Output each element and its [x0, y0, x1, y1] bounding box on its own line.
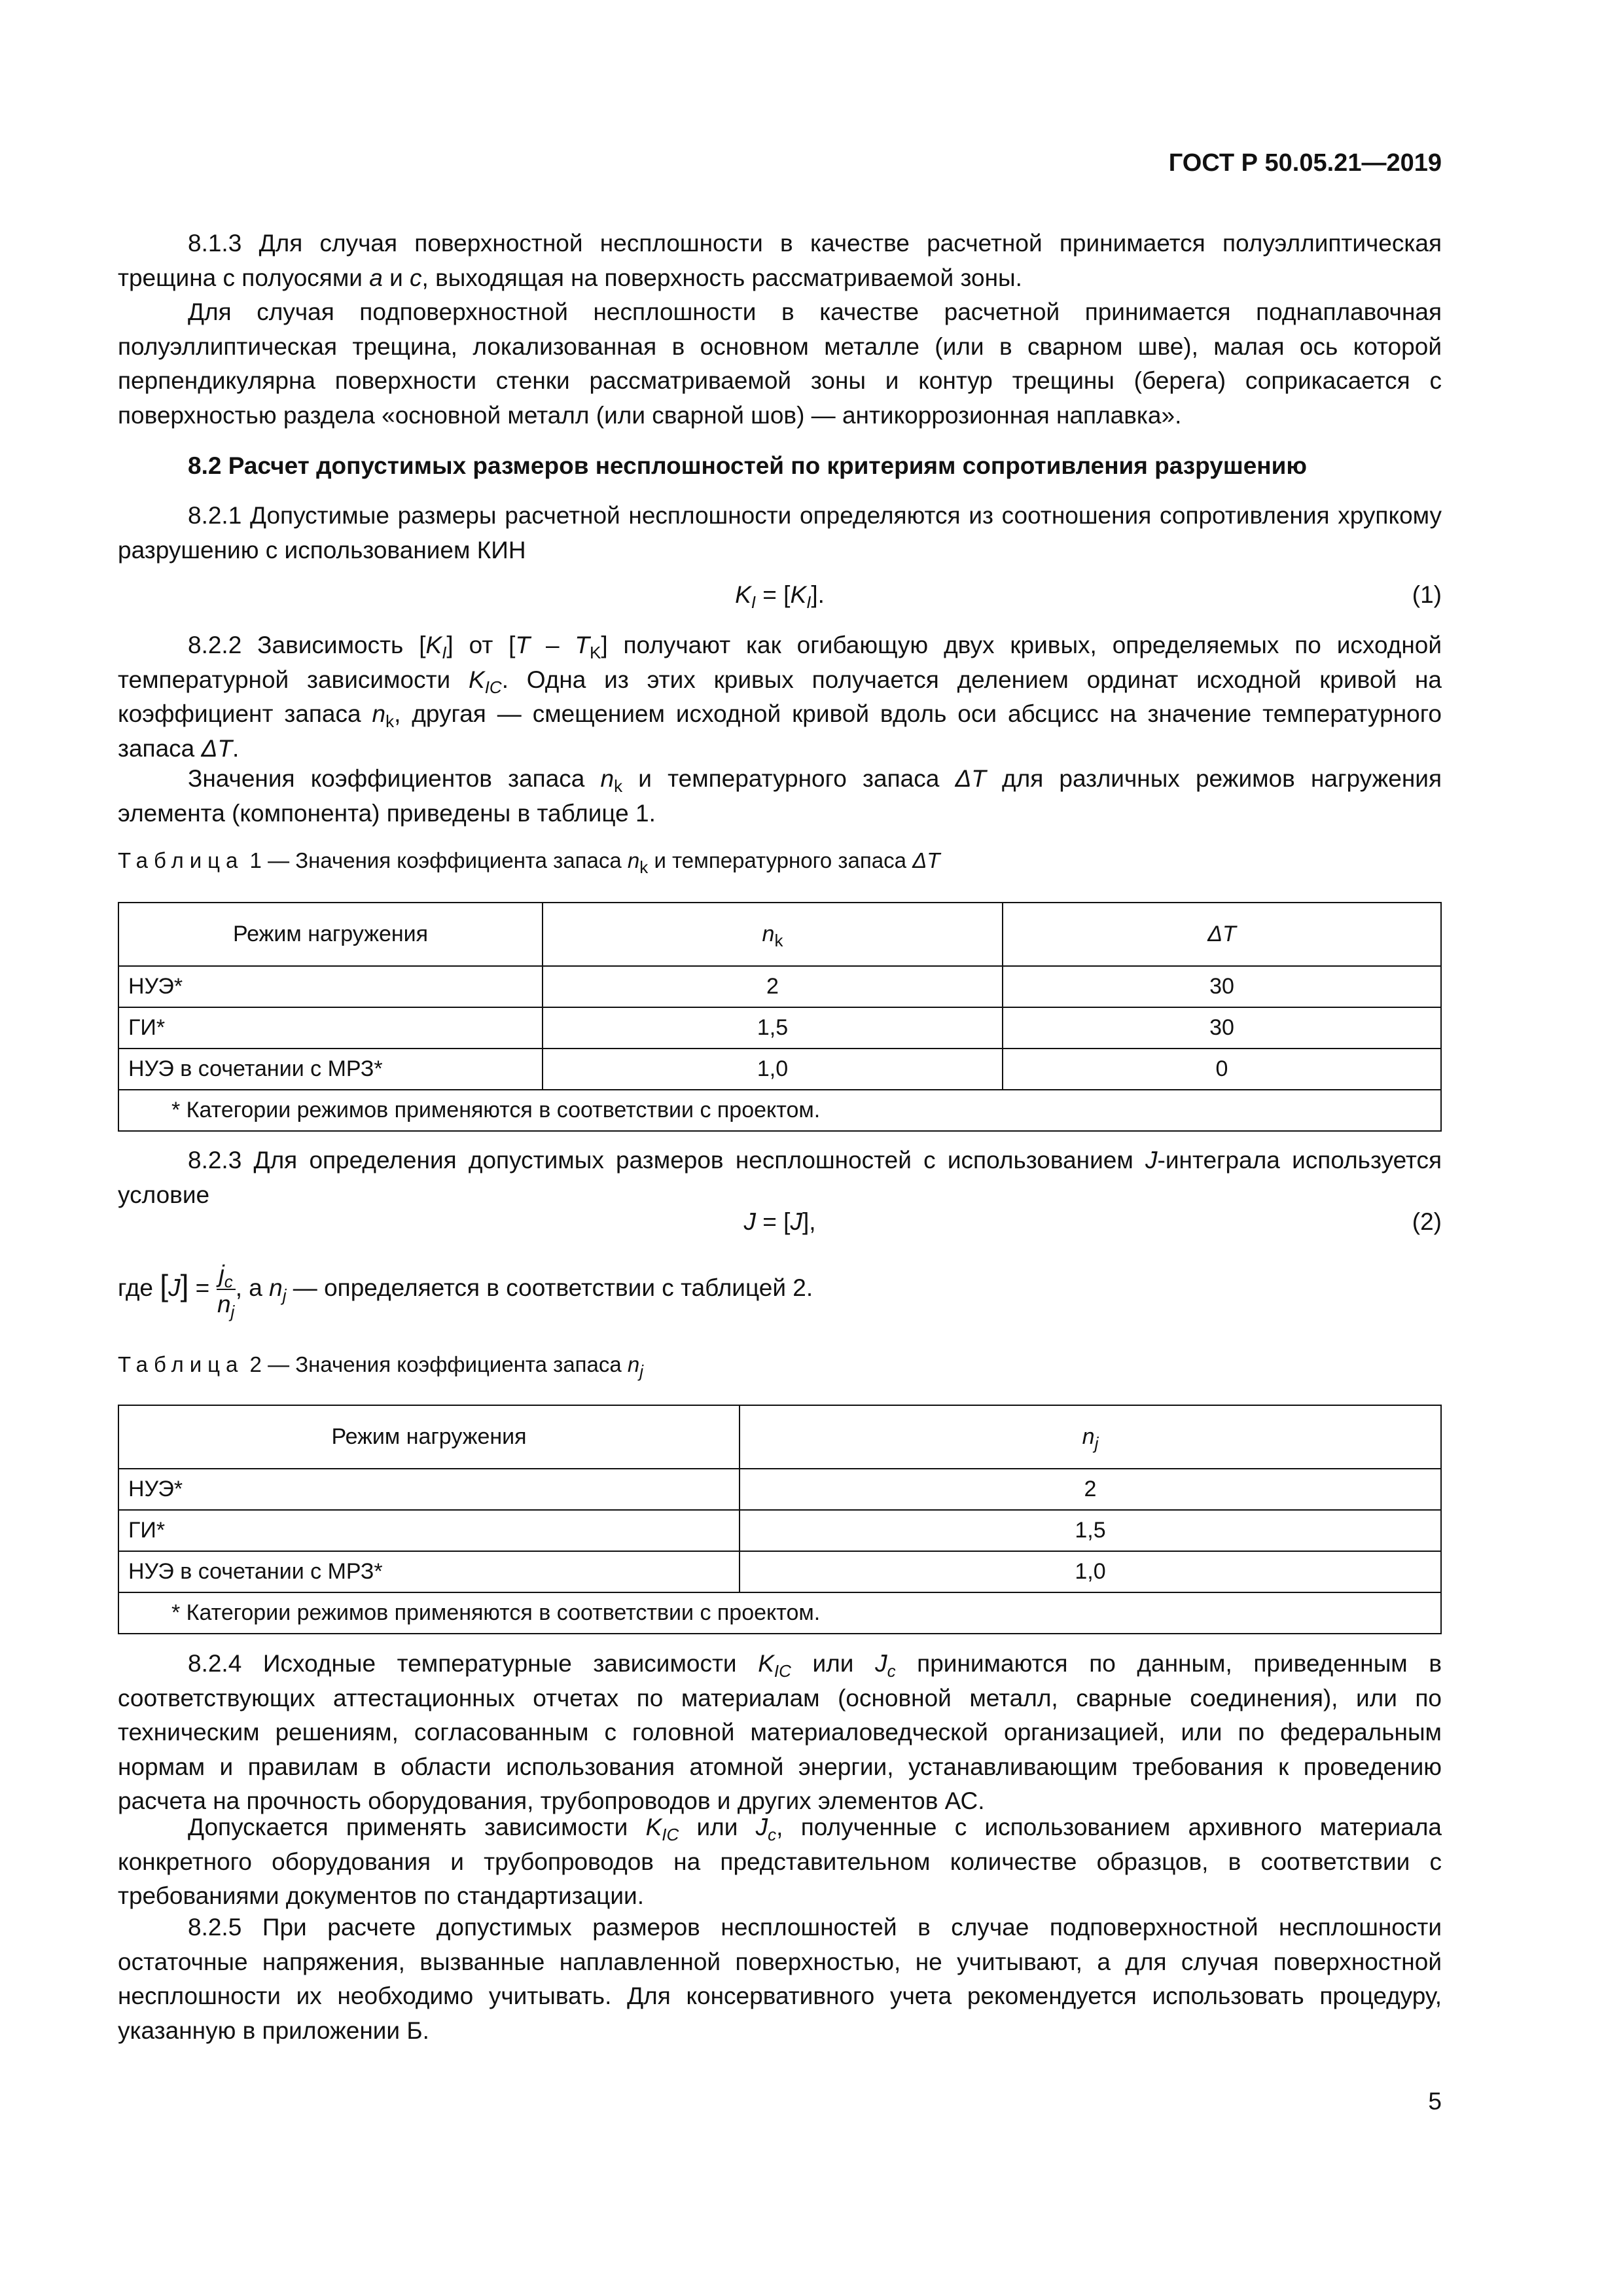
- text: , выходящая на поверхность рассматриваемой зоны.: [421, 264, 1022, 291]
- var: J: [755, 1814, 768, 1840]
- var: J: [1145, 1147, 1158, 1174]
- var: n: [600, 765, 615, 792]
- equation-1: [118, 581, 1442, 615]
- caption-label: Таблица: [118, 1352, 244, 1376]
- var: ΔT: [1207, 922, 1236, 946]
- cell: 2: [740, 1469, 1441, 1510]
- sub: j: [639, 1361, 644, 1381]
- var: ΔT: [955, 765, 986, 792]
- var: T: [515, 632, 531, 658]
- text: ].: [811, 581, 825, 608]
- text: и: [382, 264, 410, 291]
- cell: 2: [543, 966, 1003, 1007]
- var: j: [219, 1261, 224, 1287]
- text: ] получают как огибающую двух кривых, определяемых по исходной температурной зависимости: [118, 632, 1442, 693]
- column-header: [740, 1405, 1441, 1469]
- text: где: [118, 1274, 160, 1301]
- text: Допускается применять зависимости: [188, 1814, 646, 1840]
- text: 2 — Значения коэффициента запаса: [243, 1352, 628, 1376]
- var: c: [410, 264, 422, 291]
- cell: 30: [1003, 966, 1441, 1007]
- sub: j: [282, 1285, 287, 1305]
- var: J: [875, 1650, 887, 1677]
- table-row: [118, 1469, 1441, 1510]
- sub: IC: [484, 677, 502, 697]
- text: –: [530, 632, 575, 658]
- text: , а: [235, 1274, 270, 1301]
- column-header: [543, 903, 1003, 966]
- text: и температурного запаса: [622, 765, 955, 792]
- paragraph-8-2-1: 8.2.1 Допустимые размеры расчетной несплошности определяются из соотношения сопротивления хрупкому разрушению с использованием КИН: [118, 502, 1442, 564]
- sub: j: [1094, 1433, 1099, 1453]
- cell: ГИ*: [118, 1007, 543, 1049]
- cell: ГИ*: [118, 1510, 740, 1551]
- var: n: [217, 1291, 231, 1318]
- text: =: [188, 1274, 217, 1301]
- table-2-caption: [118, 1352, 644, 1381]
- text: , другая — смещением исходной кривой вдоль оси абсцисс на значение температурного запаса: [118, 700, 1442, 762]
- text: . Одна из этих кривых получается делением ординат исходной кривой на коэффициент запаса: [118, 666, 1442, 727]
- sub: k: [774, 931, 783, 950]
- cell: 1,5: [740, 1510, 1441, 1551]
- sub: k: [639, 857, 649, 877]
- paragraph-8-1-3-b: Для случая подповерхностной несплошности в качестве расчетной принимается поднаплавочная полуэллиптическая трещина, локализованная в основном металле (или в сварном шве), малая ось которой перпендикулярна поверхности стенки рассматриваемой зоны и контур трещины (берега) соприкасается с поверхностью раздела «основной металл (или сварной шов) — антикоррозионная наплавка».: [118, 298, 1442, 429]
- text: 1 — Значения коэффициента запаса: [243, 848, 628, 872]
- text: 8.2.3 Для определения допустимых размеров несплошностей с использованием: [188, 1147, 1146, 1174]
- sub: c: [224, 1272, 233, 1291]
- cell: 1,0: [543, 1049, 1003, 1090]
- sub: k: [385, 711, 395, 731]
- paragraph-8-2-4-b: [118, 1810, 1442, 1914]
- equation-2: [118, 1208, 1442, 1242]
- paragraph-8-2-2: [118, 628, 1442, 766]
- caption-label: Таблица: [118, 848, 244, 872]
- paragraph-8-1-3: [118, 226, 1442, 295]
- var: K: [790, 581, 807, 608]
- column-header: Режим нагружения: [118, 903, 543, 966]
- text: принимаются по данным, приведенным в соответствующих аттестационных отчетах по материалам (основной металл, сварные соединения), или по техническим решениям, согласованным с головной материаловедческой организацией, или по федеральным нормам и правилам в области использования атомной энергии, устанавливающим требования к проведению расчета на прочность оборудования, трубопроводов и других элементов АС.: [118, 1650, 1442, 1814]
- column-header: Режим нагружения: [118, 1405, 740, 1469]
- paragraph-8-2-3: [118, 1143, 1442, 1212]
- cell: НУЭ в сочетании с МРЗ*: [118, 1551, 740, 1592]
- text: или: [791, 1650, 876, 1677]
- cell: 0: [1003, 1049, 1441, 1090]
- text: = [: [755, 581, 791, 608]
- var: T: [575, 632, 590, 658]
- var: ΔT: [912, 848, 940, 872]
- var: n: [372, 700, 386, 727]
- equation-number: (2): [1412, 1208, 1442, 1235]
- table-footnote-row: [118, 1592, 1441, 1634]
- text: -интеграла используется условие: [118, 1147, 1442, 1208]
- var: K: [469, 666, 485, 693]
- text: — определяется в соответствии с таблицей 2.: [286, 1274, 813, 1301]
- var: n: [627, 848, 640, 872]
- table-footnote-row: [118, 1090, 1441, 1131]
- table-row: [118, 1049, 1441, 1090]
- cell: 1,5: [543, 1007, 1003, 1049]
- page-number: 5: [1428, 2088, 1442, 2115]
- text: , полученные с использованием архивного материала конкретного оборудования и трубопроводов на представительном количестве образцов, в соответствии с требованиями документов по стандартизации.: [118, 1814, 1442, 1909]
- table-1-caption: [118, 848, 940, 877]
- sub: c: [768, 1825, 777, 1844]
- sub: I: [806, 592, 812, 612]
- table-row: [118, 1007, 1441, 1049]
- var: n: [627, 1352, 640, 1376]
- text: ],: [802, 1208, 816, 1235]
- var: ΔT: [201, 734, 232, 762]
- var: J: [168, 1274, 181, 1301]
- text: ] от [: [446, 632, 516, 658]
- text: .: [232, 734, 240, 762]
- table-1: [118, 902, 1442, 1132]
- sub: IC: [662, 1825, 679, 1844]
- fraction: [217, 1260, 236, 1319]
- text: 8.2.2 Зависимость [: [188, 632, 426, 658]
- table-2: [118, 1405, 1442, 1634]
- sub: IC: [774, 1661, 791, 1681]
- cell: НУЭ*: [118, 1469, 740, 1510]
- var: a: [369, 264, 383, 291]
- text: 8.2.4 Исходные температурные зависимости: [188, 1650, 758, 1677]
- var: K: [425, 632, 442, 658]
- text: = [: [755, 1208, 791, 1235]
- table-header-row: [118, 1405, 1441, 1469]
- table-footnote: * Категории режимов применяются в соответствии с проектом.: [118, 1592, 1441, 1634]
- table-header-row: [118, 903, 1441, 966]
- sub: c: [887, 1661, 896, 1681]
- var: J: [743, 1208, 756, 1235]
- table-row: [118, 966, 1441, 1007]
- var: n: [762, 922, 775, 946]
- text: для различных режимов нагружения элемента (компонента) приведены в таблице 1.: [118, 765, 1442, 827]
- cell: 1,0: [740, 1551, 1441, 1592]
- var: J: [790, 1208, 802, 1235]
- text: Значения коэффициентов запаса: [188, 765, 601, 792]
- cell: 30: [1003, 1007, 1441, 1049]
- cell: НУЭ в сочетании с МРЗ*: [118, 1049, 543, 1090]
- var: K: [645, 1814, 662, 1840]
- var: n: [1082, 1424, 1095, 1449]
- paragraph-8-2-4: [118, 1647, 1442, 1819]
- text: 8.1.3 Для случая поверхностной несплошности в качестве расчетной принимается полуэллиптическая трещина с полуосями: [118, 230, 1442, 291]
- paragraph-8-2-5: 8.2.5 При расчете допустимых размеров несплошностей в случае подповерхностной несплошности остаточные напряжения, вызванные наплавленной поверхностью, не учитывают, а для случая поверхностной несплошности их необходимо учитывать. Для консервативного учета рекомендуется использовать процедуру, указанную в приложении Б.: [118, 1914, 1442, 2044]
- sub: k: [614, 776, 623, 796]
- sub: I: [751, 592, 756, 612]
- var: n: [269, 1274, 283, 1301]
- table-row: [118, 1510, 1441, 1551]
- equation-number: (1): [1412, 581, 1442, 608]
- var: K: [758, 1650, 774, 1677]
- paragraph-8-2-2-b: [118, 762, 1442, 831]
- document-header: ГОСТ Р 50.05.21—2019: [1168, 149, 1442, 177]
- table-row: [118, 1551, 1441, 1592]
- section-heading-8-2: 8.2 Расчет допустимых размеров несплошностей по критериям сопротивления разрушению: [188, 452, 1307, 479]
- table-footnote: * Категории режимов применяются в соответствии с проектом.: [118, 1090, 1441, 1131]
- sub: K: [590, 643, 601, 662]
- cell: НУЭ*: [118, 966, 543, 1007]
- text: и температурного запаса: [648, 848, 913, 872]
- column-header: [1003, 903, 1441, 966]
- var: K: [735, 581, 751, 608]
- sub: j: [230, 1302, 235, 1321]
- where-clause: где [J] = $\frac{j_c}{n_j}$ , а $n_j$ — определяется в соответствии с таблицей 2.: [118, 1261, 813, 1321]
- sub: I: [442, 643, 447, 662]
- text: или: [679, 1814, 756, 1840]
